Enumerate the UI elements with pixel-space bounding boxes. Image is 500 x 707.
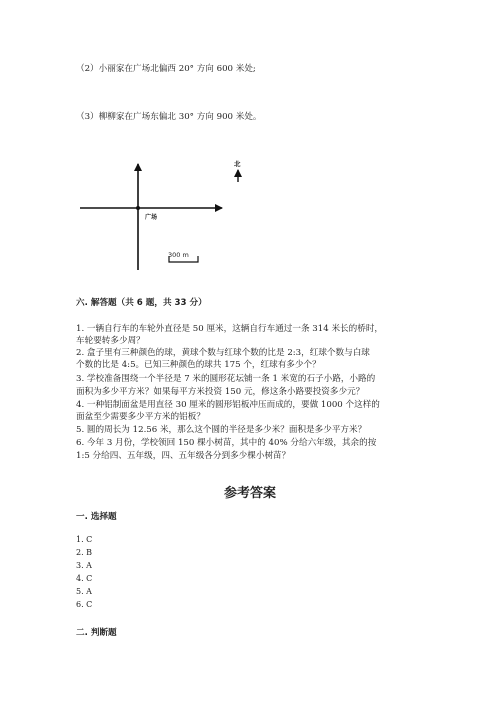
answer-item: 2. B <box>76 548 93 557</box>
text-line: 个数的比是 4:5。已知三种颜色的球共 175 个，红球有多少个？ <box>76 360 321 370</box>
direction-diagram <box>0 150 500 300</box>
answer-title: 参考答案 <box>223 486 276 501</box>
north-label: 北 <box>234 160 241 168</box>
question-3: （3）柳柳家在广场东偏北 30° 方向 900 米处。 <box>76 112 262 122</box>
question-2: （2）小丽家在广场北偏西 20° 方向 600 米处; <box>76 64 256 74</box>
answer-item: 4. C <box>76 574 93 583</box>
scale-label: 300 m <box>168 251 189 259</box>
section-6-header: 六. 解答题（共 6 题，共 33 分） <box>76 298 207 308</box>
text-line: 车轮要转多少周？ <box>76 336 145 346</box>
center-label: 广场 <box>145 214 158 221</box>
section-1-header: 一. 选择题 <box>76 512 117 522</box>
section-2-header: 二. 判断题 <box>76 628 117 638</box>
text-line: 3. 学校准备围绕一个半径是 7 米的圆形花坛铺一条 1 米宽的石子小路，小路的 <box>76 374 376 384</box>
text-line: 面积为多少平方米？如果每平方米投资 150 元，修这条小路要投资多少元？ <box>76 387 365 397</box>
text-line: 2. 盒子里有三种颜色的球，黄球个数与红球个数的比是 2:3，红球个数与白球 <box>76 348 370 358</box>
text-line: 1. 一辆自行车的车轮外直径是 50 厘米，这辆自行车通过一条 314 米长的桥时， <box>76 324 384 334</box>
center-point <box>136 206 140 210</box>
text-line: 5. 圆的周长为 12.56 米，那么这个圆的半径是多少米？面积是多少平方米？ <box>76 425 367 435</box>
text-line: 1:5 分给四、五年级，四、五年级各分到多少棵小树苗？ <box>76 451 291 461</box>
text-line: 6. 今年 3 月份，学校领回 150 棵小树苗，其中的 40% 分给六年级，其余的按 <box>76 438 377 448</box>
answer-item: 3. A <box>76 561 92 570</box>
text-line: 面盆至少需要多少平方米的铝板？ <box>76 412 205 422</box>
answer-item: 6. C <box>76 600 93 609</box>
text-line: 4. 一种铝制面盆是用直径 30 厘米的圆形铝板冲压而成的，要做 1000 个这样的 <box>76 400 380 410</box>
answer-item: 1. C <box>76 535 93 544</box>
answer-item: 5. A <box>76 587 92 596</box>
